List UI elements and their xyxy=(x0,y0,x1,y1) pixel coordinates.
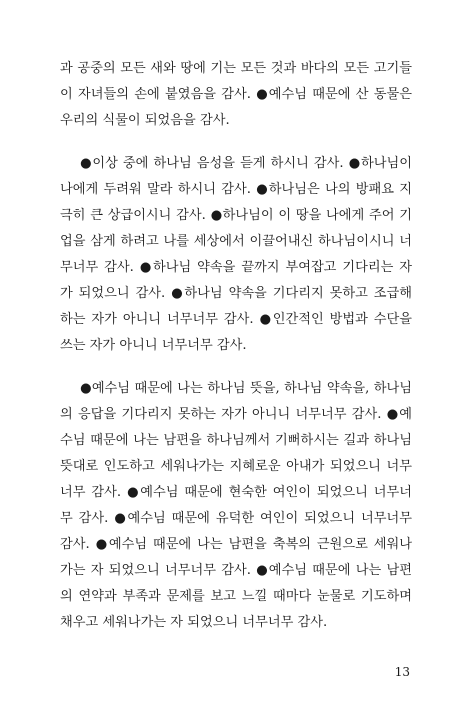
text-line: 가는 자 되었으니 너무너무 감사. ●예수님 때문에 나는 남편 xyxy=(60,563,412,578)
text-line: 업을 삼게 하려고 나를 세상에서 이끌어내신 하나님이시니 너 xyxy=(60,234,412,249)
text-line: 무너무 감사. ●하나님 약속을 끝까지 부여잡고 기다리는 자 xyxy=(60,260,412,275)
text-line: 쓰는 자가 아니니 너무너무 감사. xyxy=(60,338,247,353)
text-line: 의 응답을 기다리지 못하는 자가 아니니 너무너무 감사. ●예 xyxy=(60,407,412,422)
text-line: ●이상 중에 하나님 음성을 듣게 하시니 감사. ●하나님이 xyxy=(80,156,412,171)
text-line: 너무 감사. ●예수님 때문에 현숙한 여인이 되었으니 너무너 xyxy=(60,485,412,500)
text-line: 감사. ●예수님 때문에 나는 남편을 축복의 근원으로 세워나 xyxy=(60,537,412,552)
text-line: 과 공중의 모든 새와 땅에 기는 모든 것과 바다의 모든 고기들 xyxy=(60,61,412,76)
text-line: 무 감사. ●예수님 때문에 유덕한 여인이 되었으니 너무너무 xyxy=(60,511,412,526)
text-line: 하는 자가 아니니 너무너무 감사. ●인간적인 방법과 수단을 xyxy=(60,312,412,327)
text-line: 우리의 식물이 되었음을 감사. xyxy=(60,113,230,128)
text-line: 수님 때문에 나는 남편을 하나님께서 기뻐하시는 길과 하나님 xyxy=(60,433,412,448)
text-line: 뜻대로 인도하고 세워나가는 지혜로운 아내가 되었으니 너무 xyxy=(60,459,412,474)
text-line: 이 자녀들의 손에 붙였음을 감사. ●예수님 때문에 산 동물은 xyxy=(60,87,412,102)
text-line: 가 되었으니 감사. ●하나님 약속을 기다리지 못하고 조급해 xyxy=(60,286,412,301)
page-number: 13 xyxy=(394,665,410,679)
text-line: 나에게 두려워 말라 하시니 감사. ●하나님은 나의 방패요 지 xyxy=(60,182,412,197)
text-line: 채우고 세워나가는 자 되었으니 너무너무 감사. xyxy=(60,615,328,630)
text-line: ●예수님 때문에 나는 하나님 뜻을, 하나님 약속을, 하나님 xyxy=(80,381,412,396)
text-line: 의 연약과 부족과 문제를 보고 느낄 때마다 눈물로 기도하며 xyxy=(60,589,412,604)
text-line: 극히 큰 상급이시니 감사. ●하나님이 이 땅을 나에게 주어 기 xyxy=(60,208,412,223)
